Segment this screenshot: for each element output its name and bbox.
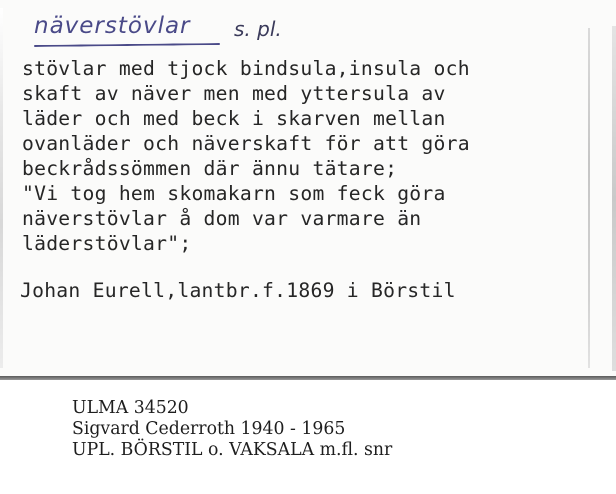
definition-line: beckrådssömmen där ännu tätare; — [22, 157, 398, 180]
headword: näverstövlar — [34, 13, 191, 39]
quote-line: näverstövlar å dom var varmare än — [22, 207, 422, 230]
archive-footer — [72, 398, 392, 461]
quote-line: läderstövlar"; — [22, 232, 192, 255]
archive-id: ULMA 34520 — [72, 398, 189, 418]
quote-line: "Vi tog hem skomakarn som feck göra — [22, 182, 446, 205]
definition-line: läder och med beck i skarven mellan — [22, 107, 446, 130]
card-right-shadow-line — [588, 28, 590, 368]
informant-line: Johan Eurell,lantbr.f.1869 i Börstil — [20, 279, 456, 302]
card-right-edge — [612, 26, 616, 371]
card-left-edge — [0, 8, 3, 368]
collector-line: Sigvard Cederroth 1940 - 1965 — [72, 419, 346, 439]
definition-line: stövlar med tjock bindsula,insula och — [22, 57, 470, 80]
definition-line: skaft av näver men med yttersula av — [22, 82, 446, 105]
definition-line: ovanläder och näverskaft för att göra — [22, 132, 470, 155]
headword-underline — [34, 43, 220, 47]
part-of-speech: s. pl. — [234, 17, 282, 41]
definition-text — [22, 56, 470, 256]
location-line: UPL. BÖRSTIL o. VAKSALA m.fl. snr — [72, 440, 393, 460]
card-bottom-edge — [0, 376, 616, 380]
